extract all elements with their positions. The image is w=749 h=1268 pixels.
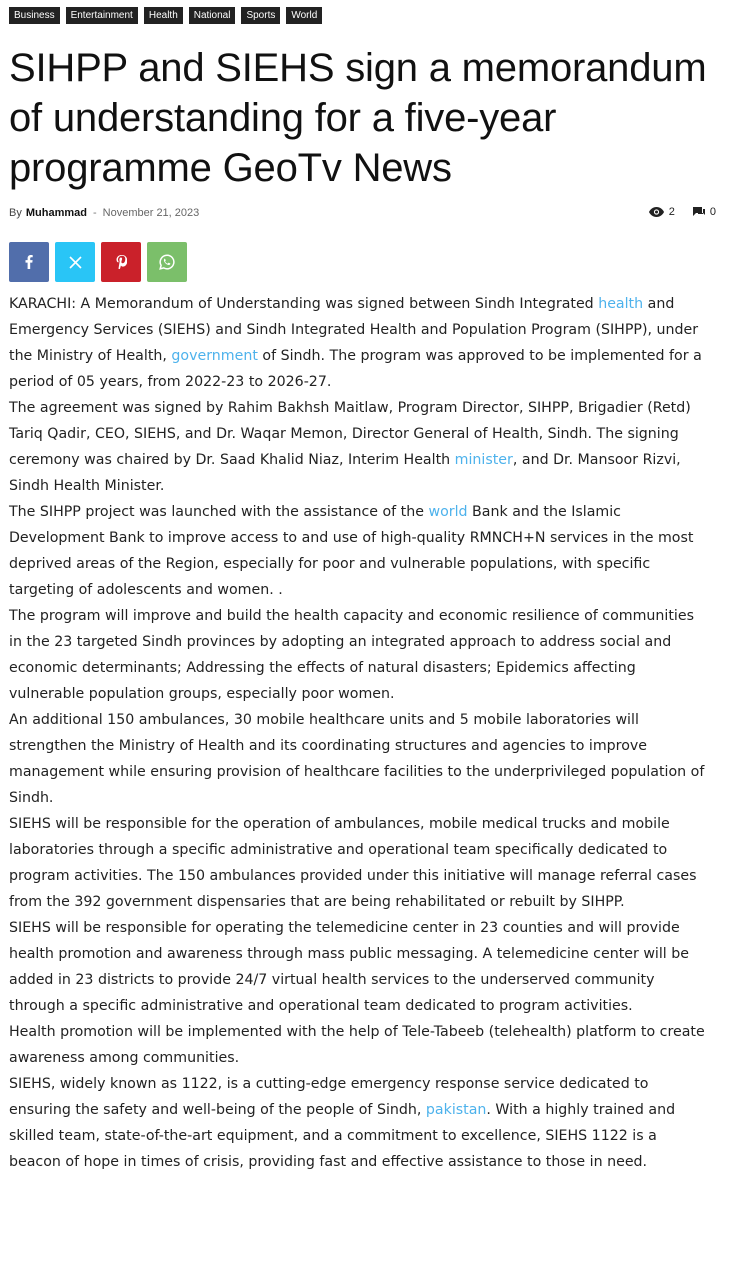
paragraph-text: Bank and the Islamic Development Bank to improve access to and use of high-quality RMNCH+N services in the most deprived areas of the Region, especially for poor and vulnerable populations, with specific targeting of adolescents and women. . [9,504,694,598]
link-world[interactable]: world [428,504,468,520]
share-whatsapp-button[interactable] [147,242,187,282]
paragraph-text: and Emergency Services (SIEHS) and Sindh Integrated Health and Population Program (SIHPP), under the Ministry of Health, [9,296,699,364]
paragraph: An additional 150 ambulances, 30 mobile healthcare units and 5 mobile laboratories will strengthen the Ministry of Health and its coordinating structures and agencies to improve management while ensuring provision of healthcare facilities to the underprivileged population of Sindh. [9,712,705,806]
link-health[interactable]: health [598,296,644,312]
share-facebook-button[interactable] [9,242,49,282]
category-entertainment[interactable]: Entertainment [66,7,138,24]
paragraph-text: of Sindh. The program was approved to be implemented for a period of 05 years, from 2022-23 to 2026-27. [9,348,702,390]
category-tags [9,0,711,24]
comment-count[interactable] [693,206,716,218]
pinterest-icon [116,255,127,269]
paragraph [9,499,711,603]
by-label: By [9,207,22,219]
category-world[interactable]: World [286,7,322,24]
share-x-button[interactable] [55,242,95,282]
paragraph: SIEHS will be responsible for operating the telemedicine center in 23 counties and will provide health promotion and awareness through mass public messaging. A telemedicine center will be added in 23 districts to provide 24/7 virtual health services to the underserved community through a specific administrative and operational team dedicated to program activities. [9,920,689,1014]
paragraph-text: SIEHS, widely known as 1122, is a cutting-edge emergency response service dedicated to ensuring the safety and well-being of the people of Sindh, [9,1076,649,1118]
author-link[interactable]: Muhammad [25,207,87,219]
paragraph-text: KARACHI: A Memorandum of Understanding was signed between Sindh Integrated [9,296,599,312]
paragraph: The program will improve and build the health capacity and economic resilience of communities in the 23 targeted Sindh provinces by adopting an integrated approach to address social and economic determinants; Addressing the effects of natural disasters; Epidemics affecting vulnerable population groups, especially poor women. [9,608,694,702]
article-meta [9,206,716,220]
view-count-value: 2 [668,206,675,218]
paragraph-text: The agreement was signed by Rahim Bakhsh Maitlaw, Program Director, SIHPP, Brigadier (Retd) Tariq Qadir, CEO, SIEHS, and Dr. Waqar Memon, Director General of Health, Sindh. The signing ceremony was chaired by Dr. Saad Khalid Niaz, Interim Health [9,400,691,468]
category-business[interactable]: Business [9,7,60,24]
category-sports[interactable]: Sports [241,7,280,24]
x-icon [69,256,82,269]
view-count [649,206,675,218]
facebook-icon [25,255,33,269]
paragraph: Health promotion will be implemented with the help of Tele-Tabeeb (telehealth) platform to create awareness among communities. [9,1024,705,1066]
article-title: SIHPP and SIEHS sign a memorandum of understanding for a five-year programme GeoTv News [9,46,707,190]
link-government[interactable]: government [171,348,258,364]
article-body [9,291,711,1175]
link-pakistan[interactable]: pakistan [425,1102,487,1118]
whatsapp-icon [159,254,175,270]
comment-icon [693,207,705,217]
paragraph-text: , and Dr. Mansoor Rizvi, Sindh Health Minister. [9,452,681,494]
link-minister[interactable]: minister [454,452,513,468]
meta-separator: - [92,207,97,219]
share-pinterest-button[interactable] [101,242,141,282]
category-health[interactable]: Health [144,7,183,24]
post-stats [631,206,716,218]
paragraph: SIEHS will be responsible for the operation of ambulances, mobile medical trucks and mobile laboratories through a specific administrative and operational team specifically dedicated to program activities. The 150 ambulances provided under this initiative will manage referral cases from the 392 government dispensaries that are being rehabilitated or rebuilt by SIHPP. [9,816,697,910]
paragraph [9,1071,711,1175]
publish-date: November 21, 2023 [102,207,200,219]
category-national[interactable]: National [189,7,236,24]
eye-icon [649,207,664,217]
comment-count-value: 0 [709,206,716,218]
paragraph [9,291,711,395]
share-buttons [9,242,711,282]
paragraph-text: . With a highly trained and skilled team, state-of-the-art equipment, and a commitment to excellence, SIEHS 1122 is a beacon of hope in times of crisis, providing fast and effective assistance to those in need. [9,1102,676,1170]
paragraph-text: The SIHPP project was launched with the assistance of the [9,504,429,520]
paragraph [9,395,711,499]
